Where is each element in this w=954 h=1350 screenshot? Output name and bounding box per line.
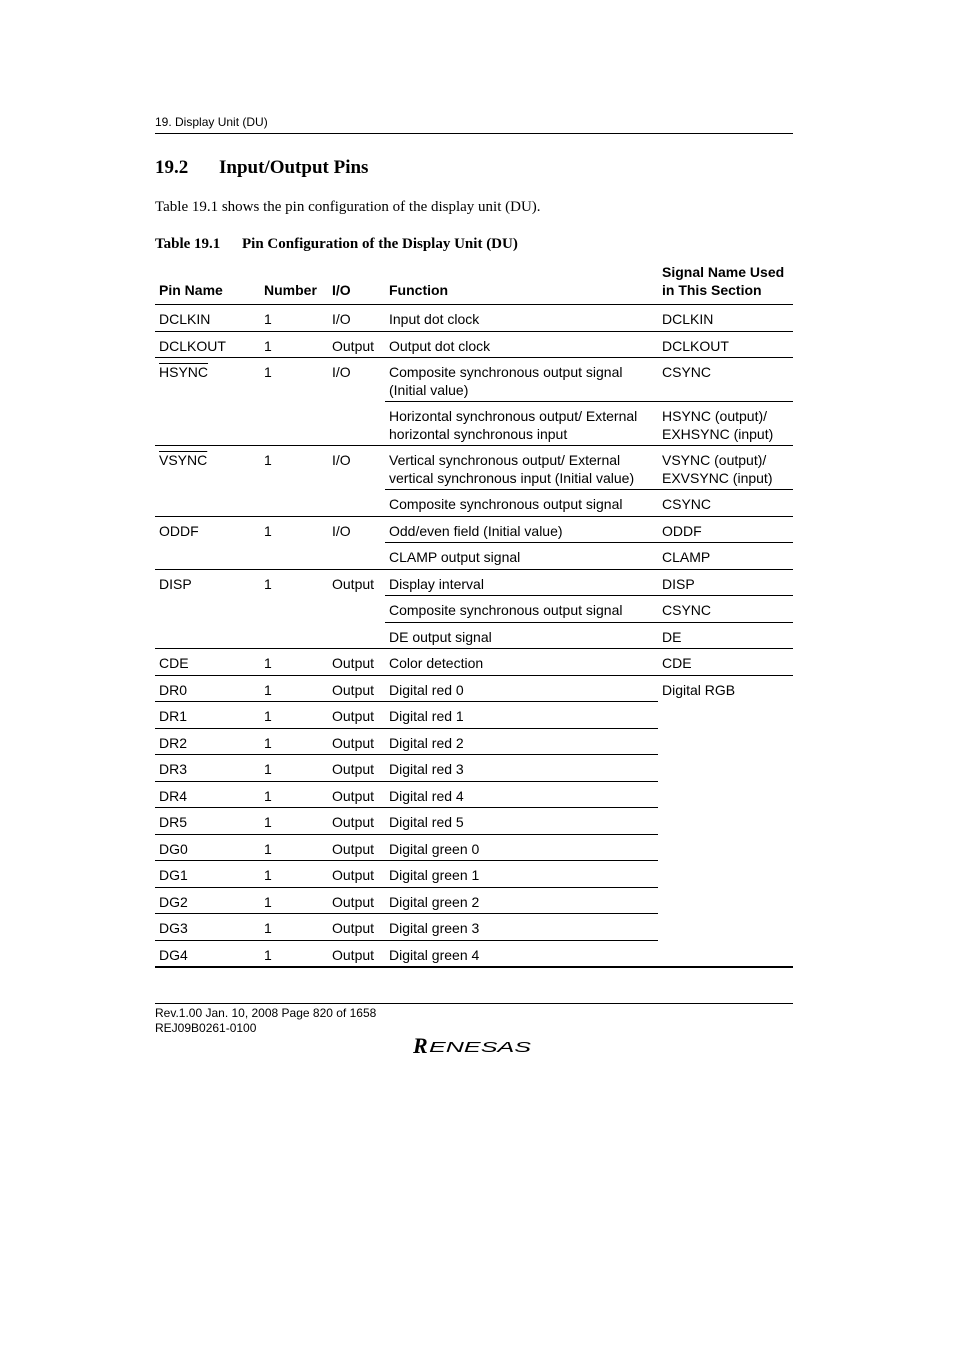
cell-number: 1 [260, 649, 328, 676]
cell-function: DE output signal [385, 622, 658, 649]
table-row [155, 649, 793, 676]
cell-number: 1 [260, 675, 328, 702]
section-title: Input/Output Pins [219, 157, 369, 178]
cell-pin: DG4 [155, 940, 260, 967]
table-row [155, 516, 793, 543]
cell-pin: DR2 [155, 728, 260, 755]
cell-function: Input dot clock [385, 305, 658, 332]
table-row [155, 358, 793, 402]
cell-function: Digital red 2 [385, 728, 658, 755]
cell-number: 1 [260, 940, 328, 967]
cell-function: Horizontal synchronous output/ External horizontal synchronous input [385, 402, 658, 446]
footer-doc-number: REJ09B0261-0100 [155, 1021, 257, 1035]
column-header-pin-name: Pin Name [155, 264, 260, 305]
cell-io: Output [328, 808, 385, 835]
svg-text:R: R [413, 1033, 428, 1058]
cell-number: 1 [260, 446, 328, 517]
table-row [155, 446, 793, 490]
cell-pin: CDE [155, 649, 260, 676]
cell-number: 1 [260, 305, 328, 332]
cell-function: Output dot clock [385, 331, 658, 358]
renesas-logo [413, 1033, 535, 1059]
cell-pin: DR0 [155, 675, 260, 702]
table-row [155, 569, 793, 596]
cell-number: 1 [260, 808, 328, 835]
cell-io: Output [328, 755, 385, 782]
cell-io: Output [328, 728, 385, 755]
cell-io: Output [328, 331, 385, 358]
cell-function: Color detection [385, 649, 658, 676]
cell-io: Output [328, 914, 385, 941]
cell-function: Vertical synchronous output/ External vertical synchronous input (Initial value) [385, 446, 658, 490]
cell-function: Digital green 3 [385, 914, 658, 941]
cell-signal: Digital RGB [658, 675, 793, 967]
cell-function: Digital red 1 [385, 702, 658, 729]
cell-function: Composite synchronous output signal [385, 490, 658, 517]
cell-function: Digital green 2 [385, 887, 658, 914]
cell-signal: CSYNC [658, 490, 793, 517]
cell-pin: DR1 [155, 702, 260, 729]
cell-signal: CDE [658, 649, 793, 676]
cell-pin: DG3 [155, 914, 260, 941]
cell-pin: DG2 [155, 887, 260, 914]
cell-io: Output [328, 861, 385, 888]
cell-function: Digital green 0 [385, 834, 658, 861]
column-header-number: Number [260, 264, 328, 305]
cell-signal: VSYNC (output)/ EXVSYNC (input) [658, 446, 793, 490]
cell-function: Odd/even field (Initial value) [385, 516, 658, 543]
cell-number: 1 [260, 887, 328, 914]
section-number: 19.2 [155, 157, 189, 178]
cell-function: Digital red 3 [385, 755, 658, 782]
cell-function: Composite synchronous output signal [385, 596, 658, 623]
cell-io: I/O [328, 305, 385, 332]
cell-io: Output [328, 834, 385, 861]
cell-function: Digital red 0 [385, 675, 658, 702]
cell-pin: ODDF [155, 516, 260, 569]
cell-pin: DCLKIN [155, 305, 260, 332]
cell-number: 1 [260, 702, 328, 729]
cell-io: Output [328, 675, 385, 702]
table-header-row [155, 264, 793, 305]
pin-configuration-table [155, 264, 793, 968]
table-caption-title: Pin Configuration of the Display Unit (DU) [242, 236, 518, 252]
cell-number: 1 [260, 914, 328, 941]
column-header-signal-line2: in This Section [662, 281, 762, 298]
cell-signal: CLAMP [658, 543, 793, 570]
column-header-io: I/O [328, 264, 385, 305]
cell-io: Output [328, 569, 385, 649]
intro-paragraph: Table 19.1 shows the pin configuration of the display unit (DU). [155, 199, 541, 215]
column-header-signal-line1: Signal Name Used [662, 264, 785, 280]
cell-io: Output [328, 649, 385, 676]
cell-number: 1 [260, 358, 328, 446]
cell-number: 1 [260, 755, 328, 782]
cell-io: I/O [328, 516, 385, 569]
cell-io: I/O [328, 358, 385, 446]
cell-function: Composite synchronous output signal (Initial value) [385, 358, 658, 402]
cell-number: 1 [260, 781, 328, 808]
cell-number: 1 [260, 728, 328, 755]
cell-signal: HSYNC (output)/ EXHSYNC (input) [658, 402, 793, 446]
cell-number: 1 [260, 331, 328, 358]
cell-pin: DG0 [155, 834, 260, 861]
cell-signal: DE [658, 622, 793, 649]
table-caption-number: Table 19.1 [155, 236, 221, 252]
cell-pin: DCLKOUT [155, 331, 260, 358]
table-row [155, 331, 793, 358]
cell-signal: CSYNC [658, 596, 793, 623]
cell-pin: DISP [155, 569, 260, 649]
cell-signal: DCLKIN [658, 305, 793, 332]
cell-function: Display interval [385, 569, 658, 596]
column-header-signal-name [658, 264, 793, 305]
cell-function: Digital red 5 [385, 808, 658, 835]
cell-io: Output [328, 887, 385, 914]
cell-signal: DISP [658, 569, 793, 596]
cell-number: 1 [260, 569, 328, 649]
footer-revision: Rev.1.00 Jan. 10, 2008 Page 820 of 1658 [155, 1006, 377, 1020]
cell-pin: HSYNC [155, 358, 260, 446]
cell-pin: DR5 [155, 808, 260, 835]
cell-io: Output [328, 940, 385, 967]
cell-number: 1 [260, 861, 328, 888]
cell-pin: VSYNC [155, 446, 260, 517]
cell-signal: DCLKOUT [658, 331, 793, 358]
cell-number: 1 [260, 834, 328, 861]
section-heading [155, 157, 368, 179]
cell-io: Output [328, 781, 385, 808]
cell-function: CLAMP output signal [385, 543, 658, 570]
table-row [155, 305, 793, 332]
cell-pin: DR3 [155, 755, 260, 782]
cell-io: Output [328, 702, 385, 729]
cell-function: Digital green 4 [385, 940, 658, 967]
svg-text:ENESAS: ENESAS [429, 1039, 531, 1056]
cell-function: Digital green 1 [385, 861, 658, 888]
table-row [155, 675, 793, 702]
cell-number: 1 [260, 516, 328, 569]
cell-function: Digital red 4 [385, 781, 658, 808]
header-rule [155, 133, 793, 134]
cell-signal: ODDF [658, 516, 793, 543]
cell-io: I/O [328, 446, 385, 517]
cell-signal: CSYNC [658, 358, 793, 402]
column-header-function: Function [385, 264, 658, 305]
table-caption [155, 236, 518, 253]
footer-rule [155, 1003, 793, 1004]
running-header: 19. Display Unit (DU) [155, 115, 268, 129]
cell-pin: DR4 [155, 781, 260, 808]
cell-pin: DG1 [155, 861, 260, 888]
